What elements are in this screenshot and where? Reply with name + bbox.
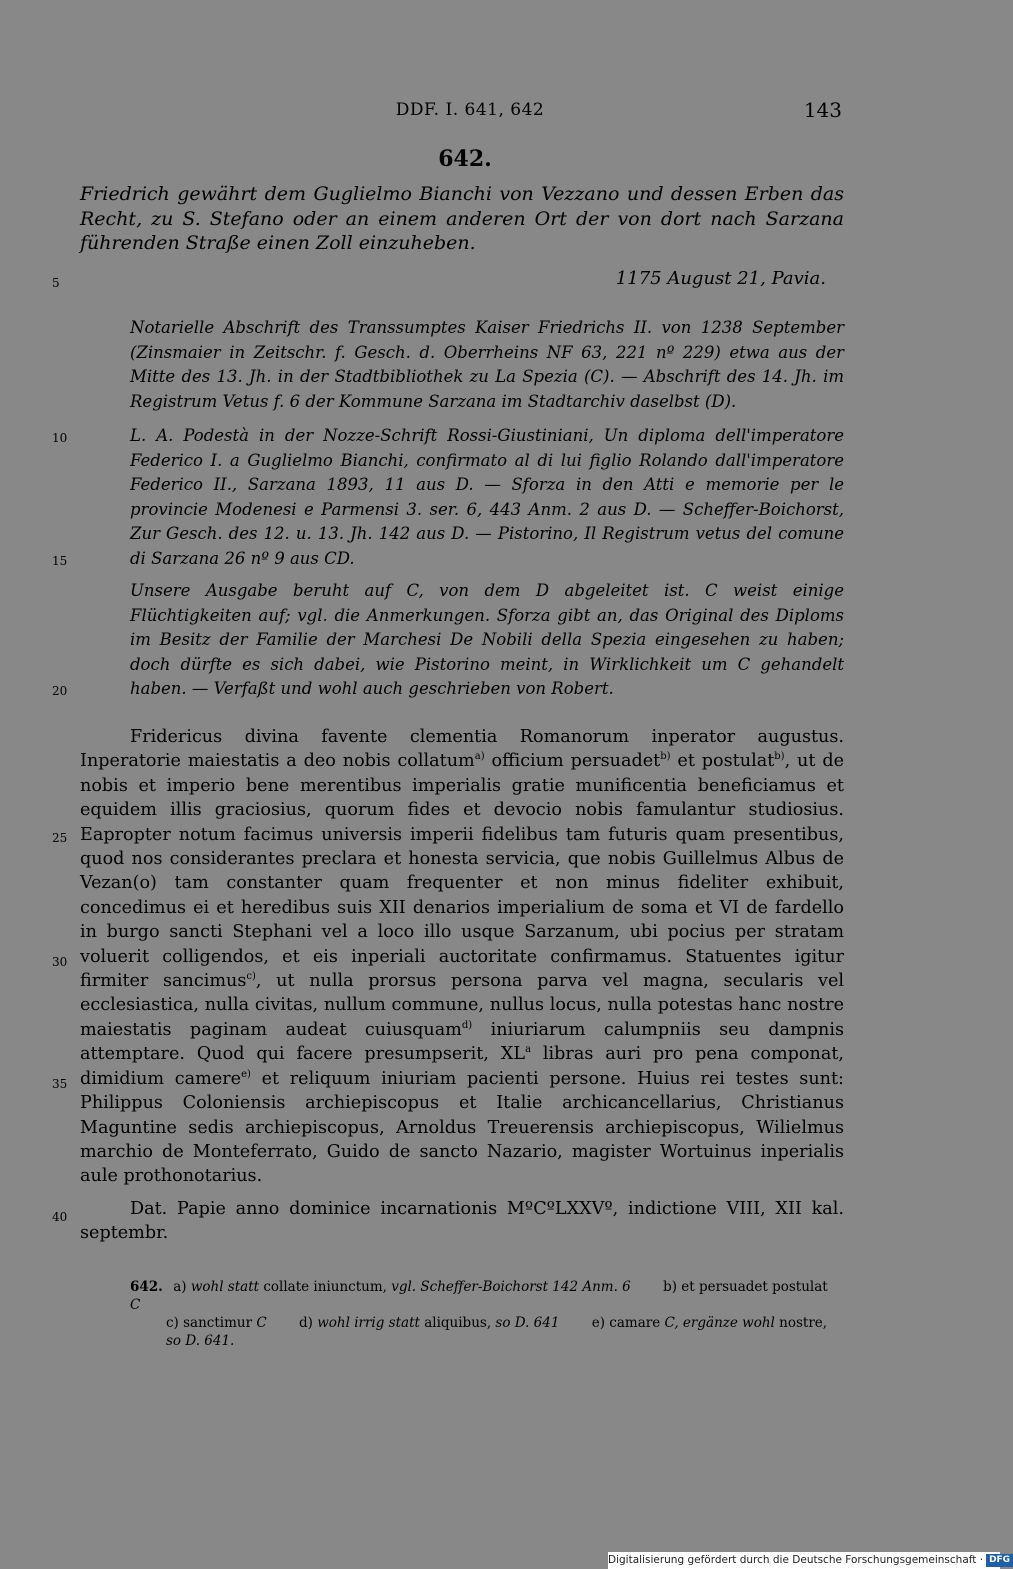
commentary-note (130, 579, 844, 702)
footnote-e (592, 1315, 827, 1331)
dating-clause: Dat. Papie anno dominice incarnationis MºCºLXXVº, indictione VIII, XII kal. septembr. (80, 1198, 844, 1244)
text-segment: Fridericus divina favente clementia Romanorum inperator augustus. Inperatorie maiestatis a deo nobis collatum (80, 727, 844, 772)
footnote-a (173, 1279, 631, 1295)
line-number: 10 (52, 431, 68, 445)
footnote-plain: et persuadet postulat (677, 1279, 828, 1295)
line-number: 25 (52, 831, 68, 845)
footnotes-label: 642. (130, 1279, 163, 1295)
footnote-ref: d) (461, 1020, 473, 1032)
running-title: DDF. I. 641, 642 (395, 100, 545, 120)
footnote-d (299, 1315, 559, 1331)
text-segment: et reliquum iniuriam pacienti persone. Huius rei testes sunt: Philippus Coloniensis archiepiscopus et Italie archicancellarius, Christianus Maguntine sedis archiepiscopus, Arnoldus Treuerensis archiepiscopus, Wilielmus marchio de Monteferrato, Guido de sancto Nazario, magister Wortuinus inperialis aule prothonotarius. (80, 1068, 844, 1187)
footnote-line (130, 1332, 844, 1350)
footnote-italic: C (130, 1297, 141, 1313)
text-segment: , ut nulla prorsus persona parva vel magna, secularis vel ecclesiastica, nulla civitas, nullum commune, nullus locus, nulla potestas hanc nostre maiestatis paginam audeat cuiusquam (80, 971, 844, 1040)
footnote-italic: C (256, 1315, 267, 1331)
text-segment: libras auri pro pena componat, dimidium camere (80, 1044, 844, 1089)
footnote-key: d) (298, 1315, 313, 1331)
footnotes (130, 1278, 844, 1350)
tradition-text: Notarielle Abschrift des Transsumptes Kaiser Friedrichs II. von 1238 September (Zinsmaier in Zeitschr. f. Gesch. d. Oberrheins NF 63, 221 nº 229) etwa aus der Mitte des 13. Jh. in der Stadtbibliothek zu La Spezia (C). — Abschrift des 14. Jh. im Registrum Vetus f. 6 der Kommune Sarzana im Stadtarchiv daselbst (D). (130, 318, 844, 411)
footnote-italic: wohl irrig statt (317, 1315, 420, 1331)
footnote-italic: so D. 641 (495, 1315, 560, 1331)
editions-note (130, 424, 844, 572)
commentary-text: Unsere Ausgabe beruht auf C, von dem D abgeleitet ist. C weist einige Flüchtigkeiten auf; vgl. die Anmerkungen. Sforza gibt an, das Original des Diploms im Besitz der Familie der Marchesi De Nobili della Spezia eingesehen zu haben; doch dürfte es sich dabei, wie Pistorino meint, in Wirklichkeit um C gehandelt haben. — Verfaßt und wohl auch geschrieben von Robert. (130, 581, 844, 699)
tradition-note (130, 316, 844, 414)
text-segment: , ut de nobis et imperio bene merentibus imperialis gratie munificentia beneficiamus et equidem illis graciosius, quorum fides et devocio nobis famulantur studiosius. Eapropter notum facimus universis imperii fidelibus tam futuris quam presentibus, quod nos considerantes preclara et honesta servicia, que nobis Guillelmus Albus de Vezan(o) tam constanter quam frequenter et non minus fideliter exhibuit, concedimus ei et heredibus suis XII denarios imperialium de soma et VI de fardello in burgo sancti Stephani vel a loco illo usque Sarzanum, ubi pocius per stratam voluerit colligendos, et eis inperiali auctoritate confirmamus. Statuentes igitur firmiter sancimus (80, 751, 844, 992)
line-number: 15 (52, 554, 68, 568)
line-number: 35 (52, 1077, 68, 1091)
footnote-plain: camare (605, 1315, 665, 1331)
footnote-ref: b) (774, 751, 785, 763)
footnote-plain: aliquibus, (419, 1315, 496, 1331)
footnote-plain: collate iniunctum, (259, 1279, 392, 1295)
footnote-c (166, 1315, 267, 1331)
text-segment: et postulat (670, 751, 775, 772)
footnote-line (130, 1314, 844, 1332)
diploma-body (80, 725, 844, 1189)
text-segment: officium persuadet (484, 751, 661, 772)
footnote-ref: b) (660, 751, 671, 763)
footnote-plain: sanctimur (178, 1315, 257, 1331)
footnote-key: b) (663, 1279, 677, 1295)
footnote-italic: so D. 641. (166, 1333, 235, 1349)
line-number: 20 (52, 684, 68, 698)
line-number: 5 (52, 276, 60, 290)
footnote-key: c) (166, 1315, 179, 1331)
footnote-ref: c) (246, 971, 256, 983)
text-segment: iniuriarum calumpniis seu dampnis attemptare. Quod qui facere presumpserit, XL (80, 1019, 844, 1065)
line-number: 40 (52, 1210, 68, 1224)
footnote-italic: C, ergänze wohl (664, 1315, 775, 1331)
footnote-key: e) (591, 1315, 606, 1331)
footnote-plain: nostre, (774, 1315, 828, 1331)
dfg-logo: DFG (986, 1554, 1013, 1567)
footnote-ref: a) (474, 751, 485, 763)
footnote-line (130, 1278, 844, 1314)
footnote-key: a) (173, 1279, 187, 1295)
editions-text: L. A. Podestà in der Nozze-Schrift Rossi-Giustiniani, Un diploma dell'imperatore Federico I. a Guglielmo Bianchi, confirmato al di lui figlio Rolando dall'imperatore Federico II., Sarzana 1893, 11 aus D. — Sforza in den Atti e memorie per le provincie Modenesi e Parmensi 3. ser. 6, 443 Anm. 2 aus D. — Scheffer-Boichorst, Zur Gesch. des 12. u. 13. Jh. 142 aus D. — Pistorino, Il Registrum vetus del comune di Sarzana 26 nº 9 aus CD. (130, 426, 844, 568)
regest-summary: Friedrich gewährt dem Guglielmo Bianchi von Vezzano und dessen Erben das Recht, zu S. Stefano oder an einem anderen Ort der von dort nach Sarzana führenden Straße einen Zoll einzuheben. (80, 183, 844, 254)
funding-footer (608, 1552, 1011, 1569)
document-number: 642. (438, 146, 492, 172)
footnote-italic: vgl. Scheffer-Boichorst 142 Anm. 6 (391, 1279, 631, 1295)
page-number: 143 (803, 98, 842, 122)
footnote-italic: wohl statt (190, 1279, 260, 1295)
footnote-ref: e) (241, 1068, 251, 1080)
dateline: 1175 August 21, Pavia. (615, 268, 826, 289)
funding-text: Digitalisierung gefördert durch die Deutsche Forschungsgemeinschaft · (608, 1554, 984, 1566)
superscript-a: a (525, 1044, 532, 1056)
diploma-text (80, 725, 844, 1246)
line-number: 30 (52, 955, 68, 969)
